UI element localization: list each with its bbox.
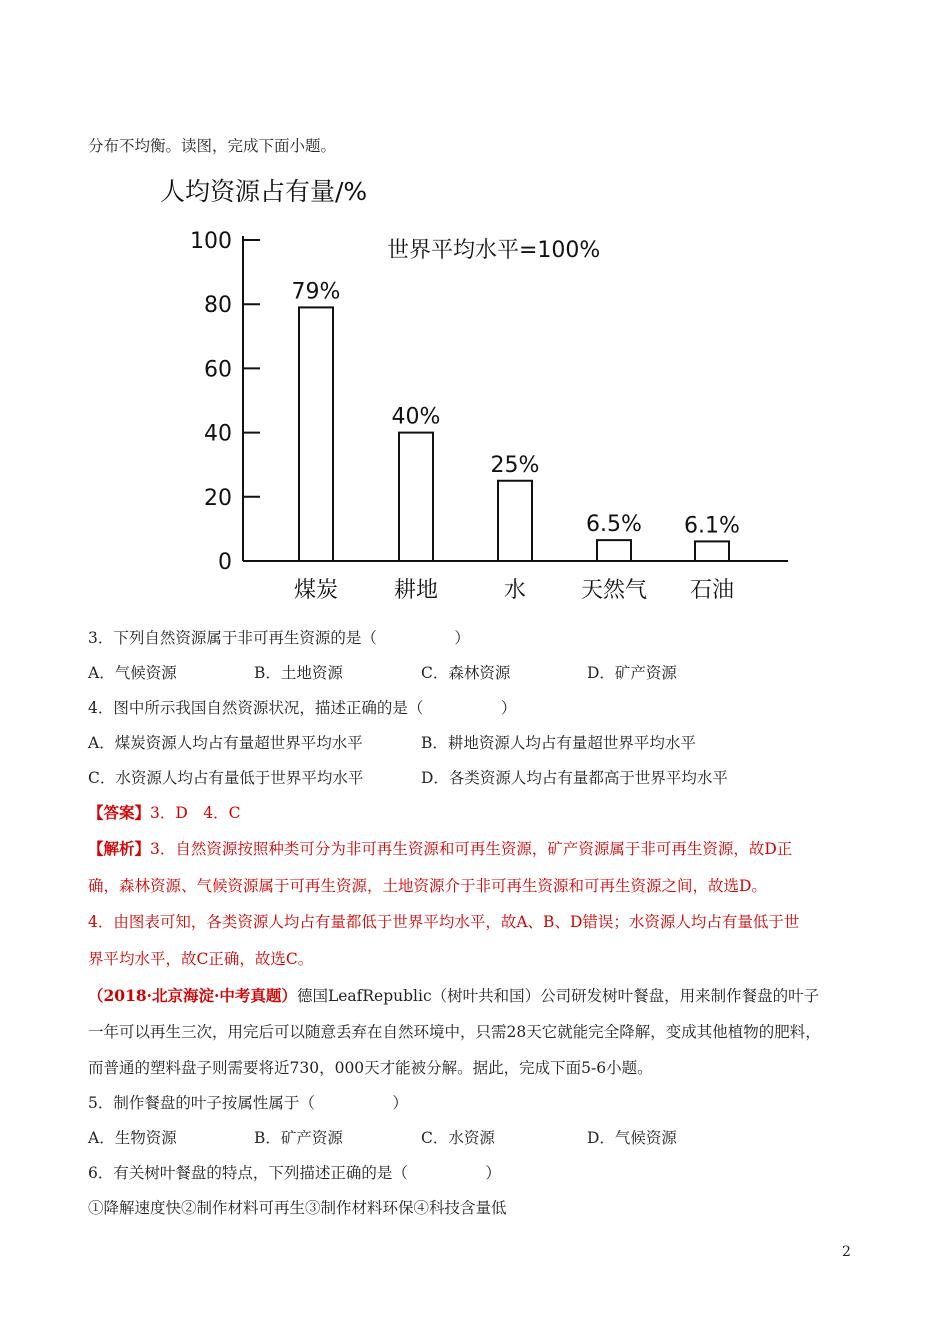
q4-option-b[interactable]: B．耕地资源人均占有量超世界平均水平: [421, 734, 696, 752]
passage-line-1: [88, 986, 819, 1006]
answer-tag: 【答案】: [88, 803, 151, 822]
chart-svg: [150, 168, 800, 608]
q3-option-a[interactable]: A．气候资源: [88, 664, 177, 682]
q5-stem: 5．制作餐盘的叶子按属性属于（ ）: [88, 1094, 408, 1112]
data-label: 79%: [291, 279, 341, 305]
q3-option-c[interactable]: C．森林资源: [421, 664, 511, 682]
y-tick-label: 60: [204, 357, 232, 383]
y-tick-label: 100: [190, 229, 232, 254]
x-tick-label: 天然气: [580, 578, 648, 603]
data-label: 6.5%: [586, 512, 642, 538]
q4-options-row2: [88, 768, 848, 788]
analysis-tag: 【解析】: [88, 839, 151, 858]
bar: [498, 481, 532, 561]
resource-bar-chart: [150, 168, 800, 608]
y-tick-label: 80: [204, 293, 232, 319]
answer-line: [88, 803, 241, 823]
analysis-text-1: 3．自然资源按照种类可分为非可再生资源和可再生资源，矿产资源属于非可再生资源，故D正: [150, 840, 793, 858]
chart-title: 人均资源占有量/%: [160, 177, 368, 206]
analysis-line-3: 4．由图表可知，各类资源人均占有量都低于世界平均水平，故A、B、D错误；水资源人均占有量低于世: [88, 913, 800, 931]
passage-text-1: 德国LeafRepublic（树叶共和国）公司研发树叶餐盘，用来制作餐盘的叶子: [296, 987, 820, 1005]
q4-stem: 4．图中所示我国自然资源状况，描述正确的是（ ）: [88, 699, 517, 717]
analysis-line-2: 确，森林资源、气候资源属于可再生资源，土地资源介于非可再生资源和可再生资源之间，故选D。: [88, 877, 767, 895]
intro-text: 分布不均衡。读图，完成下面小题。: [88, 137, 337, 155]
q3-option-b[interactable]: B．土地资源: [254, 664, 343, 682]
q3-option-d[interactable]: D．矿产资源: [587, 664, 677, 682]
x-tick-label: 水: [503, 578, 527, 603]
page-number: 2: [842, 1244, 851, 1260]
data-label: 6.1%: [684, 513, 740, 539]
q3-stem: 3．下列自然资源属于非可再生资源的是（ ）: [88, 629, 470, 647]
y-tick-label: 0: [218, 550, 232, 575]
data-label: 25%: [490, 452, 540, 478]
bar: [299, 307, 333, 561]
bar: [399, 433, 433, 561]
data-label: 40%: [391, 404, 441, 430]
q6-items: ①降解速度快②制作材料可再生③制作材料环保④科技含量低: [88, 1199, 507, 1217]
analysis-line-1: [88, 839, 792, 859]
q4-options-row1: [88, 733, 848, 753]
passage-line-2: 一年可以再生三次，用完后可以随意丢弃在自然环境中，只需28天它就能完全降解，变成其他植物的肥料，: [88, 1023, 821, 1041]
bar: [597, 540, 631, 561]
q6-stem: 6．有关树叶餐盘的特点，下列描述正确的是（ ）: [88, 1164, 501, 1182]
y-tick-label: 40: [204, 421, 232, 447]
q4-option-d[interactable]: D．各类资源人均占有量都高于世界平均水平: [421, 769, 728, 787]
q5-option-d[interactable]: D．气候资源: [587, 1129, 677, 1147]
q4-option-c[interactable]: C．水资源人均占有量低于世界平均水平: [88, 769, 364, 787]
y-tick-label: 20: [204, 485, 232, 511]
bar: [695, 541, 729, 561]
x-tick-label: 耕地: [393, 578, 439, 603]
q5-option-c[interactable]: C．水资源: [421, 1129, 495, 1147]
q3-options: [88, 663, 848, 683]
chart-annotation: 世界平均水平=100%: [387, 238, 601, 263]
answer-text: 3．D 4．C: [150, 804, 241, 822]
q5-options: [88, 1128, 848, 1148]
passage-source: （2018·北京海淀·中考真题）: [88, 986, 297, 1005]
x-tick-label: 煤炭: [293, 578, 339, 603]
x-tick-label: 石油: [689, 578, 735, 603]
analysis-line-4: 界平均水平，故C正确，故选C。: [88, 950, 314, 968]
q4-option-a[interactable]: A．煤炭资源人均占有量超世界平均水平: [88, 734, 363, 752]
passage-line-3: 而普通的塑料盘子则需要将近730，000天才能被分解。据此，完成下面5-6小题。: [88, 1059, 653, 1077]
q5-option-b[interactable]: B．矿产资源: [254, 1129, 343, 1147]
q5-option-a[interactable]: A．生物资源: [88, 1129, 177, 1147]
